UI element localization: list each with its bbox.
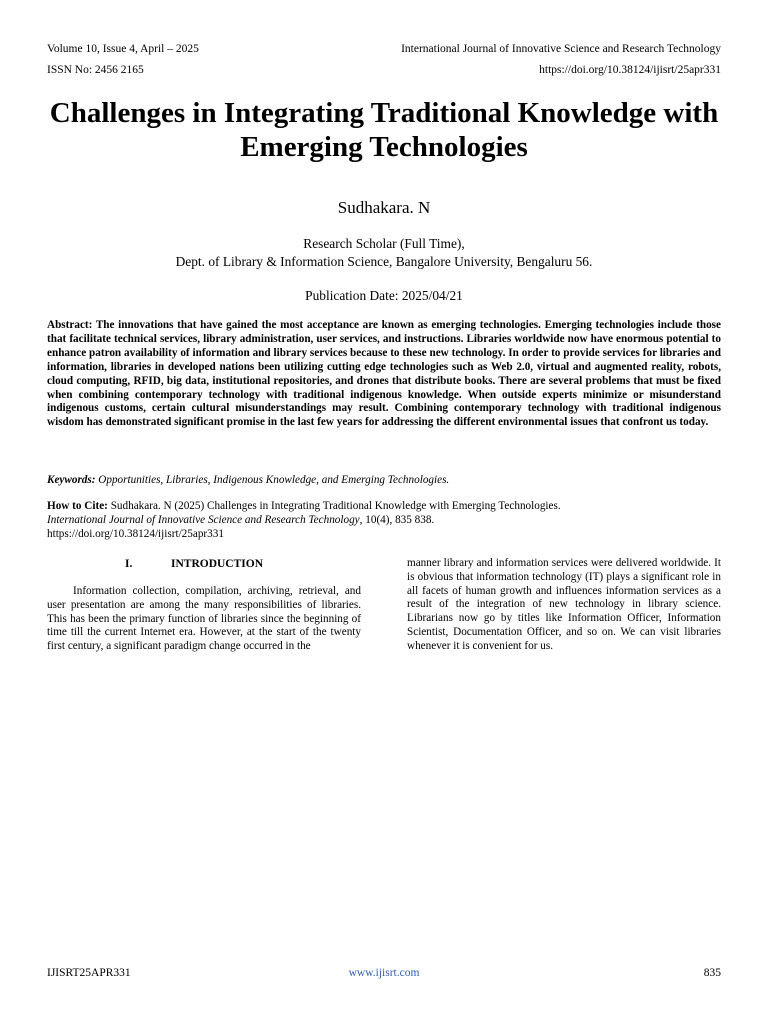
section-number: I. (125, 558, 133, 570)
header-volume-issue: Volume 10, Issue 4, April – 2025 (47, 43, 199, 55)
abstract-label: Abstract: (47, 319, 93, 331)
footer-website-link[interactable]: www.ijisrt.com (348, 967, 420, 979)
keywords-text: Opportunities, Libraries, Indigenous Knowledge, and Emerging Technologies. (98, 474, 450, 486)
header-issn: ISSN No: 2456 2165 (47, 64, 144, 76)
cite-text: Sudhakara. N (2025) Challenges in Integrating Traditional Knowledge with Emerging Technologies. (110, 500, 561, 512)
author-name: Sudhakara. N (337, 198, 431, 217)
header-journal-name: International Journal of Innovative Science and Research Technology (401, 43, 721, 55)
cite-journal: International Journal of Innovative Science and Research Technology (47, 513, 360, 526)
section-title: INTRODUCTION (171, 558, 264, 570)
abstract-text: The innovations that have gained the most acceptance are known as emerging technologies. Emerging technologies include those that facilitate technical services, library administration, user services, and instructions. Libraries worldwide now have enormous potential to enhance patron availability of information and library services because to these new technology. In order to provide services for libraries and information, libraries in developed nations been utilizing cutting edge technologies such as Web 2.0, virtual and augmented reality, robots, cloud computing, RFID, big data, institutional repositories, and drones that distribute books. There are several problems that must be fixed when combining contemporary technology with traditional indigenous knowledge. When outside experts minimize or misunderstand indigenous customs, certain cultural misunderstandings may result. Combining contemporary technology with traditional indigenous wisdom has demonstrated significant promise in the last few years for addressing the different environmental issues that confront us today. (47, 319, 721, 429)
intro-paragraph-right: manner library and information services were delivered worldwide. It is obvious that information technology (IT) plays a significant role in all facets of human growth and influences information services as a result of the integration of new technology in library science. Librarians now go by titles like Information Officer, Information Scientist, Documentation Officer, and so on. We can visit libraries whenever it is convenient for us. (407, 557, 721, 652)
paper-title: Challenges in Integrating Traditional Knowledge with Emerging Technologies (49, 97, 719, 163)
publication-date: Publication Date: 2025/04/21 (305, 288, 463, 303)
affiliation-line-1: Research Scholar (Full Time), (303, 236, 465, 251)
footer-paper-id: IJISRT25APR331 (47, 967, 131, 979)
header-doi-link[interactable]: https://doi.org/10.38124/ijisrt/25apr331 (539, 64, 721, 76)
intro-paragraph-left: Information collection, compilation, archiving, retrieval, and user presentation are among the many responsibilities of libraries. This has been the primary function of libraries since the beginning of time till the current Internet era. However, at the start of the twenty first century, a significant paradigm change occurred in the (47, 585, 361, 653)
keywords (47, 473, 721, 487)
cite-doi-link[interactable]: https://doi.org/10.38124/ijisrt/25apr331 (47, 527, 224, 540)
footer-page-number: 835 (703, 967, 721, 979)
abstract (47, 319, 721, 430)
cite-details: , 10(4), 835 838. (359, 513, 435, 526)
cite-label: How to Cite: (47, 500, 108, 512)
affiliation-line-2: Dept. of Library & Information Science, Bangalore University, Bengaluru 56. (175, 254, 593, 269)
how-to-cite (47, 500, 721, 542)
keywords-label: Keywords: (47, 474, 96, 486)
